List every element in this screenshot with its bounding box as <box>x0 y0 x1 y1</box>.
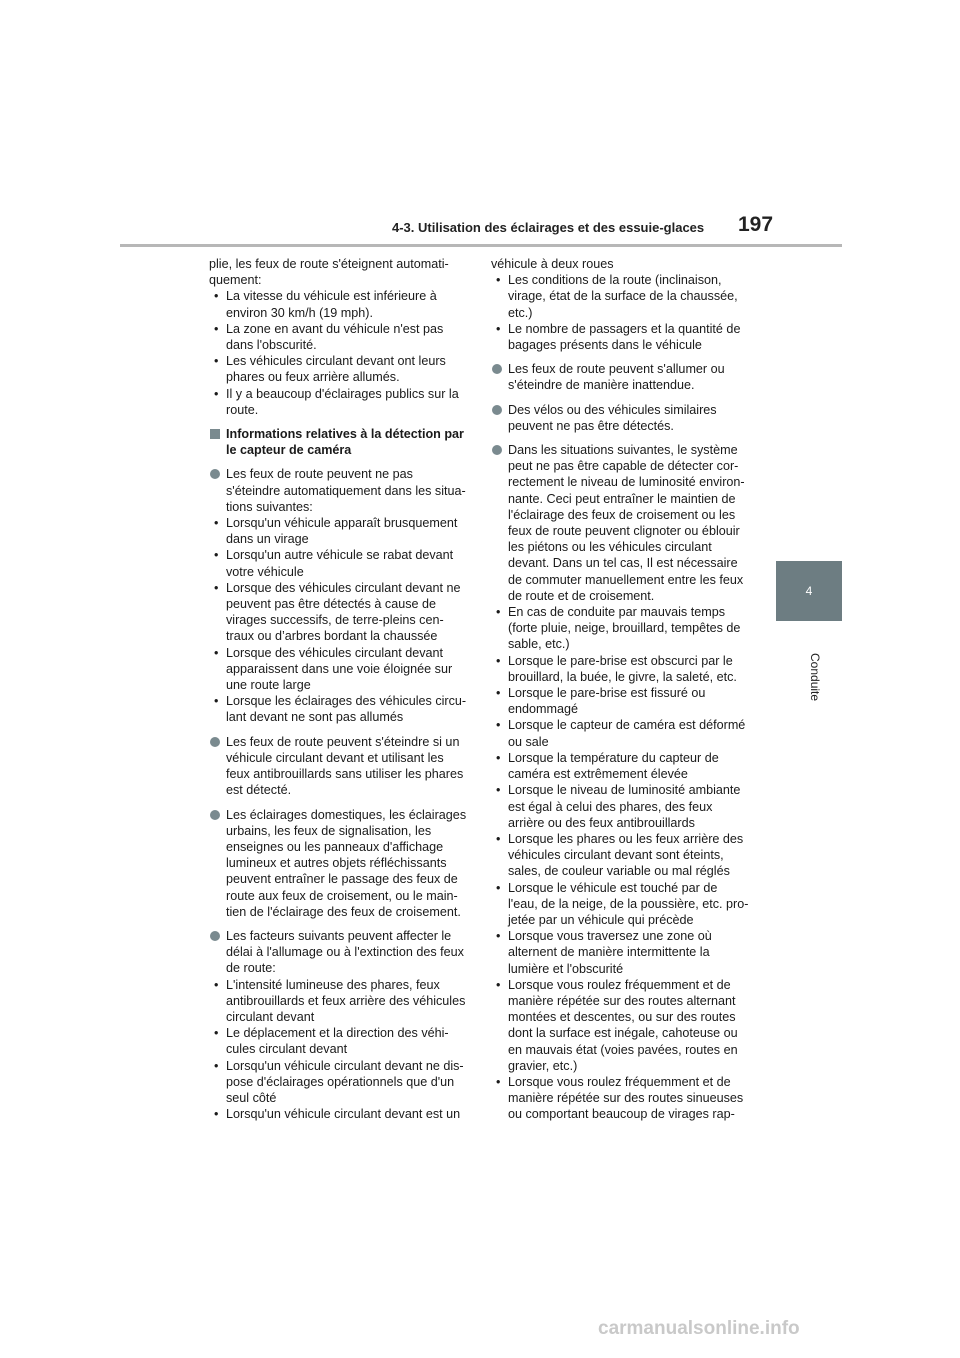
bullet-text: Lorsque vous roulez fréquemment et de <box>508 977 731 992</box>
bullet-first-line <box>209 645 471 661</box>
bullet-item <box>491 1074 753 1123</box>
bullet-dot-icon: • <box>496 880 501 895</box>
bullet-dot-icon: • <box>496 977 501 992</box>
text-line: véhicule à deux roues <box>491 257 614 271</box>
text-line: Les feux de route peuvent s'allumer ou <box>508 362 725 377</box>
bullet-continuation-line: seul côté <box>226 1090 277 1105</box>
note-item <box>209 734 471 799</box>
bullet-continuation-line: etc.) <box>508 305 533 320</box>
bullet-text: Il y a beaucoup d'éclairages publics sur la <box>226 386 459 401</box>
bullet-continuation-line: votre véhicule <box>226 564 304 579</box>
text-line: rectement le niveau de luminosité environ- <box>508 475 745 490</box>
bullet-continuation-line: caméra est extrêmement élevée <box>508 767 688 782</box>
text-line: Dans les situations suivantes, le système <box>508 443 738 458</box>
note-bullet-list <box>209 977 471 1123</box>
section-title: 4-3. Utilisation des éclairages et des essuie-glaces <box>392 220 705 235</box>
text-line: lumineux et autres objets réfléchissants <box>226 856 447 871</box>
bullet-first-line <box>491 321 753 337</box>
bullet-item <box>491 272 753 321</box>
bullet-item <box>209 693 471 725</box>
text-line: quement: <box>209 273 262 288</box>
bullet-dot-icon: • <box>214 580 219 595</box>
bullet-item <box>491 604 753 653</box>
bullet-continuation-line: cules circulant devant <box>226 1042 348 1057</box>
bullet-dot-icon: • <box>496 653 501 668</box>
bullet-continuation-line: arrière ou des feux antibrouillards <box>508 815 695 830</box>
bullet-item <box>491 685 753 717</box>
bullet-text: Lorsque des véhicules circulant devant <box>226 645 444 660</box>
text-line: tien de l'éclairage des feux de croisement. <box>226 904 461 919</box>
note-text <box>226 928 471 977</box>
note-item <box>491 442 753 604</box>
bullet-first-line <box>491 750 753 766</box>
bullet-continuation-line: une route large <box>226 678 311 693</box>
text-line: route aux feux de croisement, ou le main- <box>226 888 458 903</box>
bullet-continuation-line: lumière et l'obscurité <box>508 961 624 976</box>
bullet-dot-icon: • <box>214 694 219 709</box>
bullet-item <box>491 750 753 782</box>
bullet-text: L'intensité lumineuse des phares, feux <box>226 977 440 992</box>
note-item <box>209 807 471 920</box>
bullet-dot-icon: • <box>496 605 501 620</box>
bullet-first-line <box>209 386 471 402</box>
text-line: Les feux de route peuvent s'éteindre si un <box>226 734 460 749</box>
bullet-first-line <box>209 977 471 993</box>
bullet-dot-icon: • <box>214 1026 219 1041</box>
bullet-continuation-line: peuvent pas être détectés à cause de <box>226 597 437 612</box>
bullet-text: Lorsque les éclairages des véhicules circu- <box>226 694 467 709</box>
bullet-first-line <box>491 831 753 847</box>
bullet-dot-icon: • <box>214 645 219 660</box>
bullet-item <box>209 515 471 547</box>
circle-bullet-icon <box>210 810 220 820</box>
bullet-text: Lorsqu'un autre véhicule se rabat devant <box>226 548 454 563</box>
note-item <box>209 928 471 977</box>
bullet-item <box>491 880 753 929</box>
bullet-item <box>491 653 753 685</box>
bullet-first-line <box>209 515 471 531</box>
text-line: nante. Ceci peut entraîner le maintien de <box>508 491 736 506</box>
bullet-continuation-line: manière répétée sur des routes sinueuses <box>508 1091 744 1106</box>
bullet-continuation-line: gravier, etc.) <box>508 1058 578 1073</box>
heading-text <box>226 426 471 458</box>
bullet-first-line <box>491 604 753 620</box>
bullet-dot-icon: • <box>496 750 501 765</box>
bullet-dot-icon: • <box>214 977 219 992</box>
bullet-text: Les conditions de la route (inclinaison, <box>508 273 722 288</box>
bullet-continuation-line: phares ou feux arrière allumés. <box>226 370 400 385</box>
note-bullet-list <box>491 604 753 1123</box>
bullet-first-line <box>491 880 753 896</box>
bullet-first-line <box>209 321 471 337</box>
text-line: devant. Dans un tel cas, Il est nécessaire <box>508 556 738 571</box>
bullet-dot-icon: • <box>496 321 501 336</box>
bullet-first-line <box>209 1058 471 1074</box>
bullet-first-line <box>491 977 753 993</box>
text-line: s'éteindre de manière inattendue. <box>508 378 695 393</box>
circle-bullet-icon <box>492 445 502 455</box>
bullet-continuation-line: bagages présents dans le véhicule <box>508 338 702 353</box>
text-line: de commuter manuellement entre les feux <box>508 572 744 587</box>
text-line: peuvent entraîner le passage des feux de <box>226 872 458 887</box>
text-line: les piétons ou les véhicules circulant <box>508 540 712 555</box>
bullet-item <box>491 928 753 977</box>
bullet-continuation-line: est égal à celui des phares, des feux <box>508 799 713 814</box>
bullet-text: Lorsque la température du capteur de <box>508 750 719 765</box>
bullet-text: Lorsque le capteur de caméra est déformé <box>508 718 746 733</box>
square-bullet-icon <box>210 429 220 439</box>
bullet-continuation-line: apparaissent dans une voie éloignée sur <box>226 661 453 676</box>
bullet-continuation-line: brouillard, la buée, le givre, la saleté, etc. <box>508 669 737 684</box>
text-line: Les éclairages domestiques, les éclairages <box>226 807 467 822</box>
text-line: de route et de croisement. <box>508 588 655 603</box>
bullet-dot-icon: • <box>496 783 501 798</box>
bullet-item <box>491 717 753 749</box>
bullet-text: Lorsque le véhicule est touché par de <box>508 880 718 895</box>
right-column <box>491 256 753 1123</box>
bullet-dot-icon: • <box>496 273 501 288</box>
bullet-dot-icon: • <box>214 516 219 531</box>
bullet-text: Lorsque des véhicules circulant devant ne <box>226 580 461 595</box>
header-divider <box>120 244 842 247</box>
bullet-item <box>209 1058 471 1107</box>
bullet-item <box>491 831 753 880</box>
bullet-item <box>209 1106 471 1122</box>
note-text <box>508 442 753 604</box>
bullet-dot-icon: • <box>214 321 219 336</box>
text-line: Des vélos ou des véhicules similaires <box>508 402 717 417</box>
continuation-text <box>491 256 753 272</box>
bullet-continuation-line: traux ou d’arbres bordant la chaussée <box>226 629 438 644</box>
bullet-first-line <box>209 1106 471 1122</box>
bullet-first-line <box>491 1074 753 1090</box>
bullet-continuation-line: véhicules circulant devant sont éteints, <box>508 848 724 863</box>
bullet-continuation-line: dont la surface est inégale, cahoteuse ou <box>508 1026 738 1041</box>
continuation-block <box>491 256 753 353</box>
bullet-continuation-line: circulant devant <box>226 1009 315 1024</box>
bullet-text: La zone en avant du véhicule n'est pas <box>226 321 444 336</box>
bullet-first-line <box>491 653 753 669</box>
bullet-text: Lorsqu'un véhicule apparaît brusquement <box>226 516 458 531</box>
bullet-text: La vitesse du véhicule est inférieure à <box>226 289 437 304</box>
bullet-item <box>209 321 471 353</box>
continuation-bullet-list <box>209 288 471 418</box>
left-column <box>209 256 471 1122</box>
bullet-first-line <box>491 928 753 944</box>
bullet-item <box>491 977 753 1074</box>
bullet-continuation-line: ou sale <box>508 734 549 749</box>
bullet-text: Les véhicules circulant devant ont leurs <box>226 354 446 369</box>
text-line: peut ne pas être capable de détecter cor- <box>508 459 739 474</box>
bullet-continuation-line: sales, de couleur variable ou mal réglés <box>508 864 730 879</box>
bullet-text: Le nombre de passagers et la quantité de <box>508 321 741 336</box>
bullet-item <box>209 645 471 694</box>
continuation-block <box>209 256 471 418</box>
bullet-dot-icon: • <box>214 354 219 369</box>
bullet-text: Le déplacement et la direction des véhi- <box>226 1026 449 1041</box>
bullet-dot-icon: • <box>496 718 501 733</box>
bullet-continuation-line: antibrouillards et feux arrière des véhicules <box>226 993 466 1008</box>
bullet-item <box>491 782 753 831</box>
bullet-dot-icon: • <box>214 548 219 563</box>
circle-bullet-icon <box>492 405 502 415</box>
text-line: s'éteindre automatiquement dans les situa- <box>226 483 466 498</box>
bullet-first-line <box>209 353 471 369</box>
note-item <box>491 361 753 393</box>
bullet-continuation-line: alternent de manière intermittente la <box>508 945 710 960</box>
bullet-continuation-line: en mauvais état (voies pavées, routes en <box>508 1042 738 1057</box>
text-line: véhicule circulant devant et utilisant les <box>226 750 444 765</box>
text-line: feux antibrouillards sans utiliser les phares <box>226 767 464 782</box>
bullet-first-line <box>491 717 753 733</box>
page-number: 197 <box>738 213 774 236</box>
text-line: tions suivantes: <box>226 499 313 514</box>
bullet-text: Lorsque vous roulez fréquemment et de <box>508 1074 731 1089</box>
bullet-dot-icon: • <box>496 1074 501 1089</box>
bullet-dot-icon: • <box>214 1058 219 1073</box>
bullet-item <box>209 1025 471 1057</box>
circle-bullet-icon <box>492 364 502 374</box>
bullet-dot-icon: • <box>214 386 219 401</box>
bullet-continuation-line: dans l'obscurité. <box>226 338 317 353</box>
watermark: carmanualsonline.info <box>598 1318 800 1339</box>
chapter-number: 4 <box>805 584 813 598</box>
bullet-continuation-line: l'eau, de la neige, de la poussière, etc. pro- <box>508 896 749 911</box>
text-line: de route: <box>226 961 276 976</box>
bullet-first-line <box>491 782 753 798</box>
chapter-label: Conduite <box>808 652 822 702</box>
note-text <box>508 361 753 393</box>
bullet-continuation-line: (forte pluie, neige, brouillard, tempêtes de <box>508 621 741 636</box>
bullet-item <box>209 288 471 320</box>
text-line: feux de route peuvent clignoter ou éblouir <box>508 524 740 539</box>
section-heading <box>209 426 471 458</box>
bullet-continuation-line: montées et descentes, ou sur des routes <box>508 1010 736 1025</box>
bullet-text: Lorsque le pare-brise est obscurci par le <box>508 653 733 668</box>
bullet-text: Lorsqu'un véhicule circulant devant est un <box>226 1107 461 1122</box>
bullet-continuation-line: manière répétée sur des routes alternant <box>508 993 736 1008</box>
bullet-dot-icon: • <box>496 686 501 701</box>
bullet-text: Lorsque le pare-brise est fissuré ou <box>508 686 706 701</box>
bullet-first-line <box>209 580 471 596</box>
continuation-text <box>209 256 471 288</box>
bullet-continuation-line: pose d'éclairages opérationnels que d'un <box>226 1074 455 1089</box>
bullet-continuation-line: virages successifs, de terre-pleins cen- <box>226 613 444 628</box>
text-line: urbains, les feux de signalisation, les <box>226 823 432 838</box>
bullet-item <box>209 580 471 645</box>
bullet-first-line <box>491 685 753 701</box>
bullet-first-line <box>209 693 471 709</box>
bullet-text: Lorsque les phares ou les feux arrière des <box>508 831 744 846</box>
bullet-item <box>209 977 471 1026</box>
bullet-first-line <box>209 547 471 563</box>
circle-bullet-icon <box>210 737 220 747</box>
text-line: l'éclairage des feux de croisement ou les <box>508 507 736 522</box>
bullet-continuation-line: dans un virage <box>226 532 309 547</box>
note-text <box>508 402 753 434</box>
bullet-item <box>209 353 471 385</box>
note-text <box>226 807 471 920</box>
text-line: le capteur de caméra <box>226 443 352 458</box>
bullet-text: Lorsque vous traversez une zone où <box>508 929 712 944</box>
bullet-first-line <box>491 272 753 288</box>
bullet-continuation-line: ou comportant beaucoup de virages rap- <box>508 1107 735 1122</box>
bullet-continuation-line: virage, état de la surface de la chaussée, <box>508 289 738 304</box>
bullet-item <box>491 321 753 353</box>
text-line: Les feux de route peuvent ne pas <box>226 467 413 482</box>
bullet-dot-icon: • <box>214 1107 219 1122</box>
note-text <box>226 466 471 515</box>
bullet-continuation-line: lant devant ne sont pas allumés <box>226 710 404 725</box>
text-line: peuvent ne pas être détectés. <box>508 418 674 433</box>
text-line: enseignes ou les panneaux d'affichage <box>226 839 444 854</box>
bullet-text: Lorsqu'un véhicule circulant devant ne dis- <box>226 1058 464 1073</box>
bullet-item <box>209 547 471 579</box>
bullet-text: En cas de conduite par mauvais temps <box>508 605 726 620</box>
text-line: délai à l'allumage ou à l'extinction des feux <box>226 945 464 960</box>
bullet-dot-icon: • <box>214 289 219 304</box>
bullet-first-line <box>209 288 471 304</box>
bullet-text: Lorsque le niveau de luminosité ambiante <box>508 783 741 798</box>
bullet-continuation-line: sable, etc.) <box>508 637 570 652</box>
bullet-dot-icon: • <box>496 831 501 846</box>
bullet-continuation-line: route. <box>226 402 259 417</box>
bullet-first-line <box>209 1025 471 1041</box>
text-line: est détecté. <box>226 783 292 798</box>
note-item <box>491 402 753 434</box>
chapter-tab <box>776 561 842 621</box>
bullet-continuation-line: endommagé <box>508 702 579 717</box>
continuation-bullet-list <box>491 272 753 353</box>
note-text <box>226 734 471 799</box>
bullet-item <box>209 386 471 418</box>
text-line: Les facteurs suivants peuvent affecter le <box>226 928 452 943</box>
text-line: Informations relatives à la détection par <box>226 427 464 442</box>
note-item <box>209 466 471 515</box>
note-bullet-list <box>209 515 471 726</box>
circle-bullet-icon <box>210 469 220 479</box>
bullet-continuation-line: jetée par un véhicule qui précède <box>508 912 694 927</box>
bullet-continuation-line: environ 30 km/h (19 mph). <box>226 305 373 320</box>
circle-bullet-icon <box>210 931 220 941</box>
bullet-dot-icon: • <box>496 929 501 944</box>
text-line: plie, les feux de route s'éteignent automati- <box>209 257 449 271</box>
